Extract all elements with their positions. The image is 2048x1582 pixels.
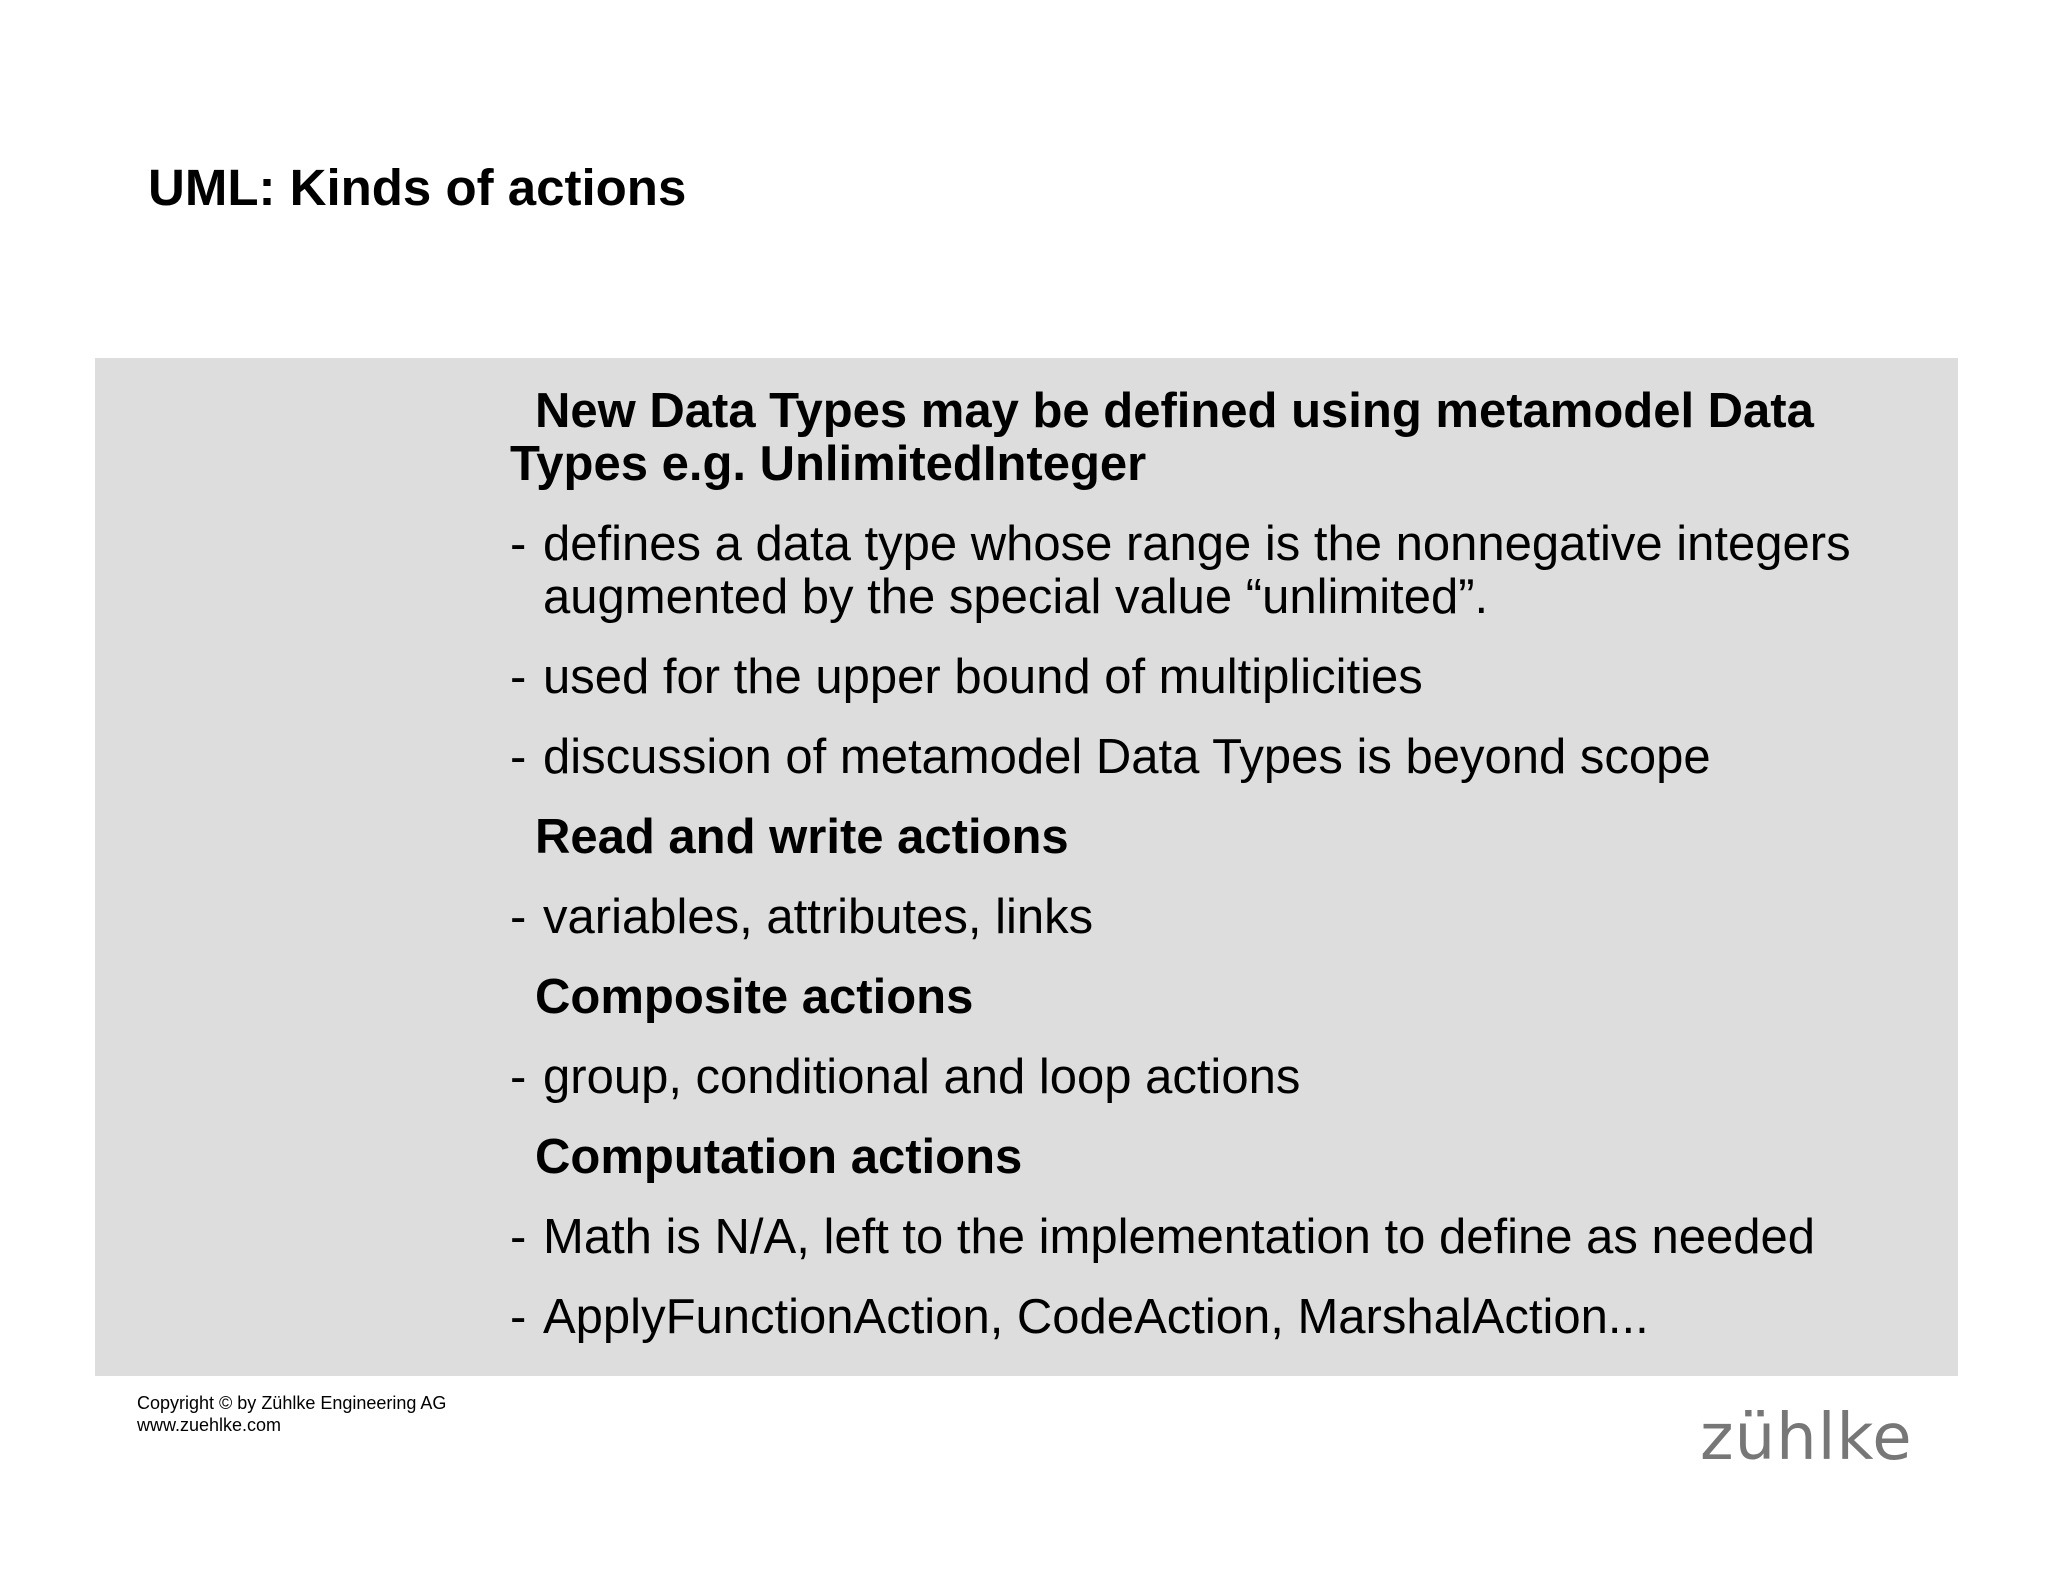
footer-copyright [137, 1392, 446, 1436]
slide-title: UML: Kinds of actions [148, 159, 687, 216]
list-item: - group, conditional and loop actions [510, 1050, 1301, 1104]
copyright-text: Copyright © by Zühlke Engineering AG [137, 1393, 447, 1413]
content-body [510, 385, 1930, 1371]
zuhlke-logo: zühlke [1700, 1401, 1913, 1475]
list-item: - variables, attributes, links [510, 890, 1094, 944]
list-item: - used for the upper bound of multiplicities [510, 650, 1423, 704]
list-item: - discussion of metamodel Data Types is beyond scope [510, 730, 1711, 784]
list-item: - ApplyFunctionAction, CodeAction, MarshalAction... [510, 1290, 1649, 1344]
section-heading: Read and write actions [535, 810, 1069, 864]
section-heading: New Data Types may be defined using metamodel Data Types e.g. UnlimitedInteger [510, 384, 1814, 491]
section-heading: Composite actions [535, 970, 974, 1024]
list-item: - defines a data type whose range is the nonnegative integers augmented by the special value “unlimited”. [510, 517, 1851, 624]
list-item: - Math is N/A, left to the implementation to define as needed [510, 1210, 1816, 1264]
website-link[interactable]: www.zuehlke.com [137, 1415, 282, 1435]
section-heading: Computation actions [535, 1130, 1023, 1184]
